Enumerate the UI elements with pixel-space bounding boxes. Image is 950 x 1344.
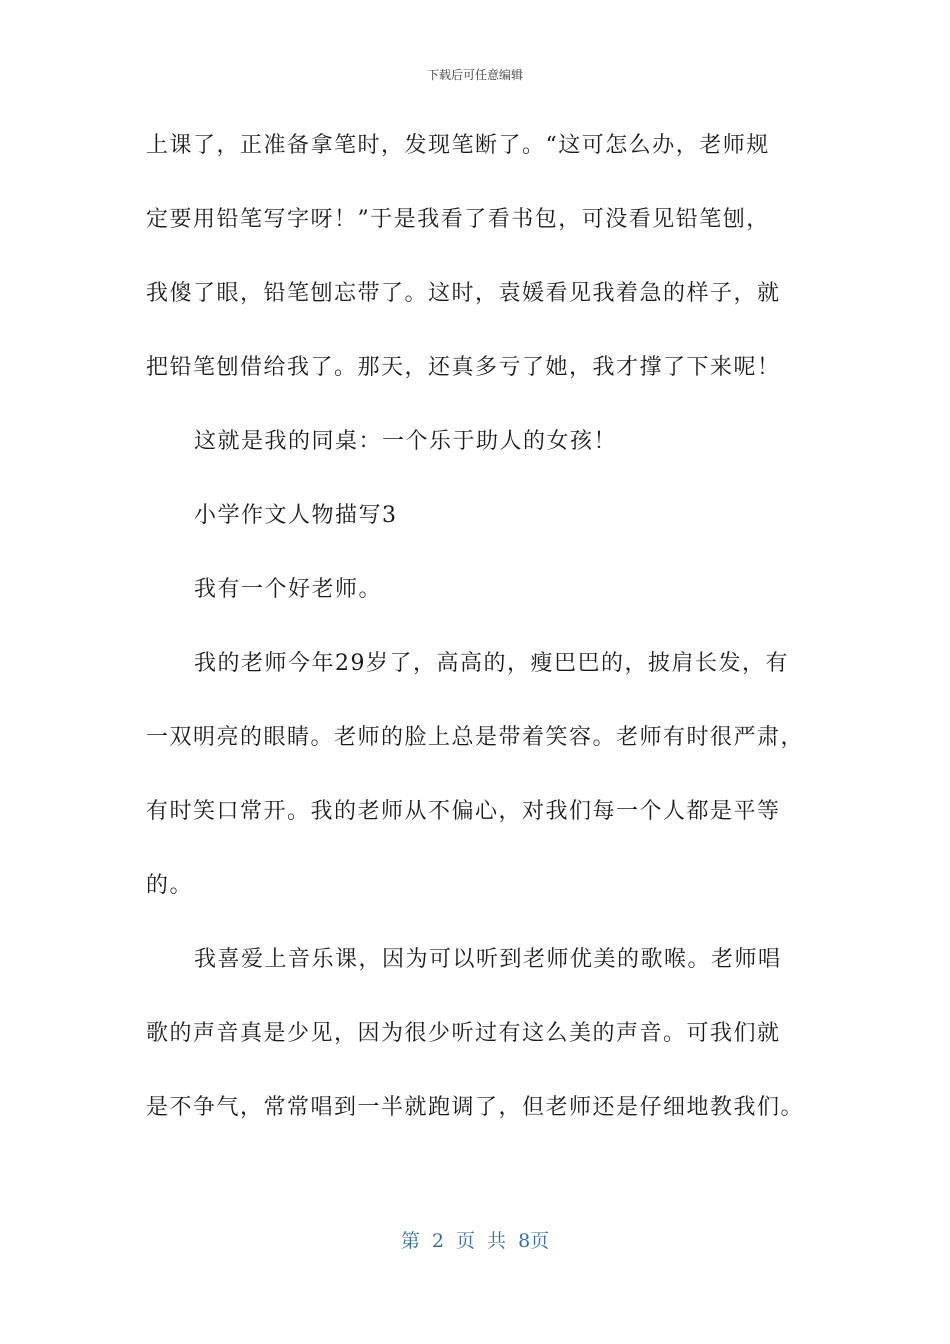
- page-header: 下载后可任意编辑: [426, 68, 523, 82]
- text-line: 歌的声音真是少见，因为很少听过有这么美的声音。可我们就: [146, 1021, 781, 1046]
- section-heading: 小学作文人物描写3: [194, 503, 398, 528]
- text-line: 我傻了眼，铅笔刨忘带了。这时，袁媛看见我着急的样子，就: [146, 281, 781, 306]
- text-line: 我有一个好老师。: [194, 577, 383, 602]
- text-line: 我的老师今年29岁了，高高的，瘦巴巴的，披肩长发，有: [194, 651, 789, 676]
- text-line: 的。: [146, 873, 194, 898]
- text-line: 定要用铅笔写字呀！”于是我看了看书包，可没看见铅笔刨，: [146, 207, 770, 232]
- document-body: [146, 124, 806, 1160]
- text-line: 是不争气，常常唱到一半就跑调了，但老师还是仔细地教我们。: [146, 1095, 805, 1120]
- text-line: 这就是我的同桌：一个乐于助人的女孩！: [194, 429, 618, 454]
- page-number-footer: 第 2 页 共 8页: [400, 1230, 550, 1252]
- text-line: 我喜爱上音乐课，因为可以听到老师优美的歌喉。老师唱: [194, 947, 782, 972]
- text-line: 一双明亮的眼睛。老师的脸上总是带着笑容。老师有时很严肃，: [146, 725, 805, 750]
- text-line: 有时笑口常开。我的老师从不偏心，对我们每一个人都是平等: [146, 799, 781, 824]
- text-line: 把铅笔刨借给我了。那天，还真多亏了她，我才撑了下来呢！: [146, 355, 781, 380]
- text-line: 上课了，正准备拿笔时，发现笔断了。“这可怎么办，老师规: [146, 133, 770, 158]
